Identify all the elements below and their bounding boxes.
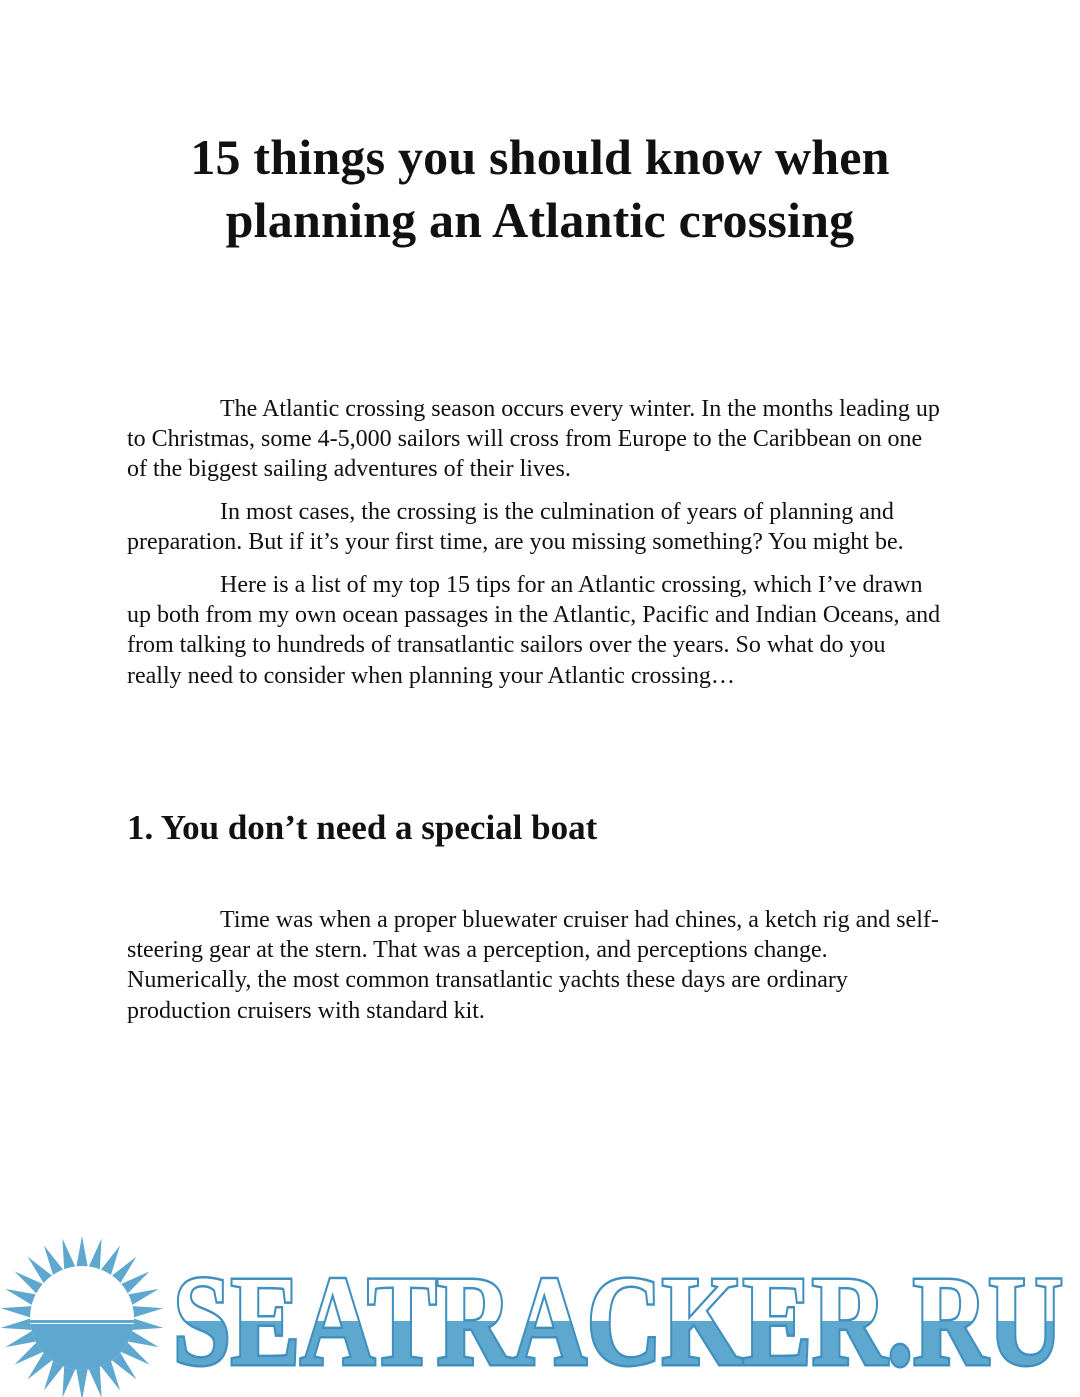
intro-paragraph-1: The Atlantic crossing season occurs every winter. In the months leading up to Christmas, some 4-5,000 sailors will cross from Europe to the Caribbean on one of the biggest sailing adventures of their lives. (127, 396, 940, 483)
intro-paragraph-3: Here is a list of my top 15 tips for an Atlantic crossing, which I’ve drawn up both from my own ocean passages in the Atlantic, Pacific and Indian Oceans, and from talking to hundreds of transatlantic sailors over the years. So what do you really need to consider when planning your Atlantic crossing… (127, 572, 941, 689)
document-title (120, 126, 960, 252)
intro-paragraph-2: In most cases, the crossing is the culmination of years of planning and preparation. But if it’s your first time, are you missing something? You might be. (127, 499, 904, 556)
section-1-paragraph: Time was when a proper bluewater cruiser had chines, a ketch rig and self-steering gear at the stern. That was a perception, and perceptions change. Numerically, the most common transatlantic yachts these days are ordinary production cruisers with standard kit. (127, 907, 939, 1024)
seatracker-watermark (0, 1228, 1080, 1397)
section-1-body (127, 905, 942, 1026)
watermark-label: SEATRACKER.RU (173, 1258, 1063, 1378)
intro-section (127, 394, 942, 691)
sun-logo-icon (0, 1228, 165, 1397)
title-line-2: planning an Atlantic crossing (225, 192, 855, 248)
watermark-text (168, 1258, 1068, 1378)
section-1-heading: 1. You don’t need a special boat (127, 808, 598, 847)
title-line-1: 15 things you should know when (190, 129, 890, 185)
